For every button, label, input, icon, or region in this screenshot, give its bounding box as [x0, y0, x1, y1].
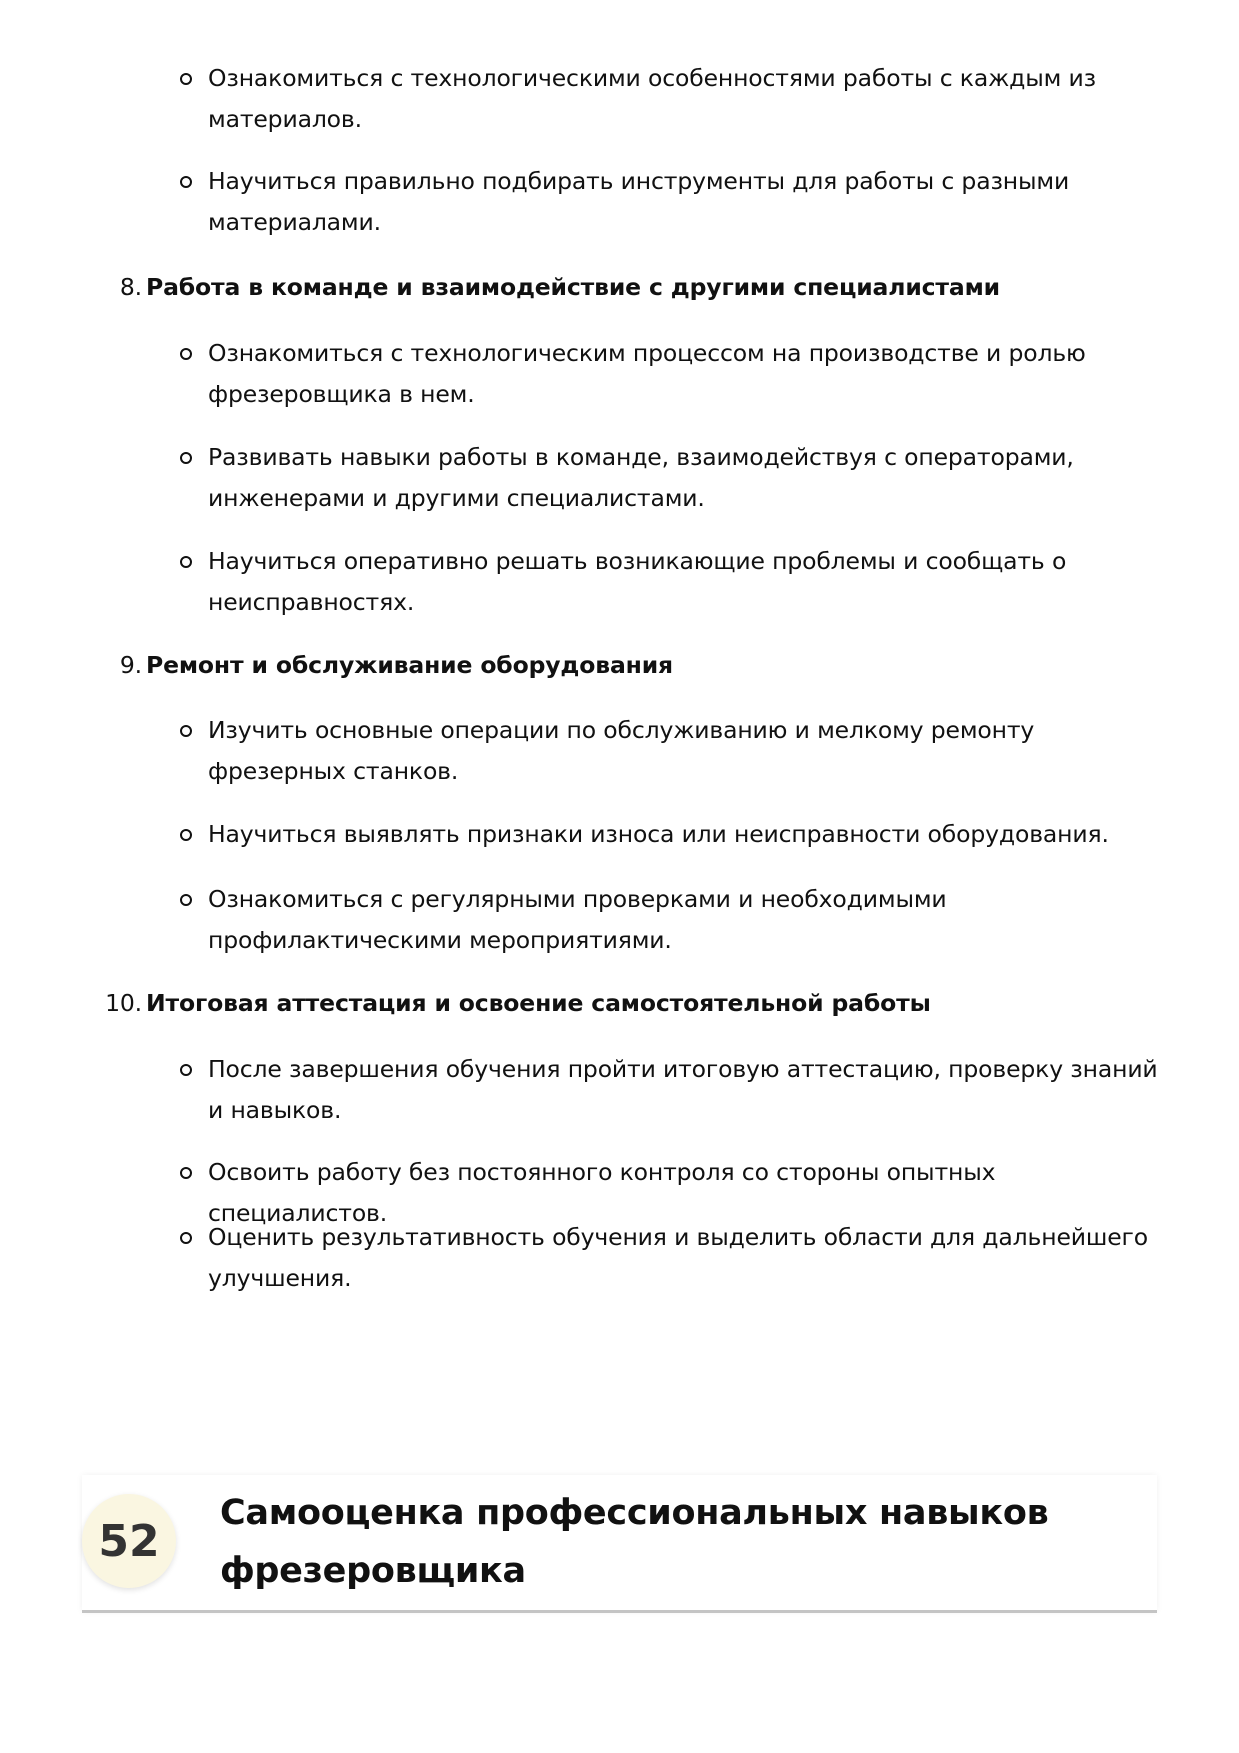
section-number: 10. — [105, 989, 142, 1017]
list-item-text: Научиться правильно подбирать инструменты для работы с разными материалами. — [208, 167, 1070, 236]
list-item — [208, 333, 1168, 415]
section-heading — [105, 983, 931, 1024]
hollow-bullet-icon — [180, 452, 192, 464]
section-heading — [119, 645, 674, 686]
list-item-text: Ознакомиться с технологическим процессом на производстве и ролью фрезеровщика в нем. — [208, 339, 1086, 408]
list-item-text: Развивать навыки работы в команде, взаимодействуя с операторами, инженерами и другими специалистами. — [208, 443, 1074, 512]
hollow-bullet-icon — [180, 725, 192, 737]
hollow-bullet-icon — [180, 1167, 192, 1179]
hollow-bullet-icon — [180, 894, 192, 906]
chapter-title: Самооценка профессиональных навыков фрезеровщика — [220, 1493, 1049, 1591]
list-item-text: Оценить результативность обучения и выделить области для дальнейшего улучшения. — [208, 1223, 1148, 1292]
chapter-divider — [82, 1610, 1157, 1613]
list-item-text: Освоить работу без постоянного контроля со стороны опытных специалистов. — [208, 1158, 996, 1227]
hollow-bullet-icon — [180, 829, 192, 841]
section-title: Ремонт и обслуживание оборудования — [146, 651, 674, 679]
list-item — [208, 541, 1168, 623]
section-title: Итоговая аттестация и освоение самостоятельной работы — [146, 989, 931, 1017]
list-item — [208, 58, 1168, 140]
list-item — [208, 1049, 1168, 1131]
list-item-text: Научиться выявлять признаки износа или неисправности оборудования. — [208, 820, 1109, 848]
list-item — [208, 814, 1168, 855]
section-number: 8. — [119, 273, 142, 301]
list-item-text: Научиться оперативно решать возникающие проблемы и сообщать о неисправностях. — [208, 547, 1067, 616]
hollow-bullet-icon — [180, 1232, 192, 1244]
chapter-number-badge: 52 — [82, 1494, 176, 1588]
list-item — [208, 710, 1168, 792]
section-heading — [119, 267, 1000, 308]
list-item-text: Ознакомиться с регулярными проверками и необходимыми профилактическими мероприятиями. — [208, 885, 947, 954]
list-item-text: После завершения обучения пройти итоговую аттестацию, проверку знаний и навыков. — [208, 1055, 1158, 1124]
list-item — [208, 1217, 1168, 1299]
hollow-bullet-icon — [180, 348, 192, 360]
section-number: 9. — [119, 651, 142, 679]
hollow-bullet-icon — [180, 556, 192, 568]
list-item — [208, 161, 1168, 243]
list-item-text: Изучить основные операции по обслуживанию и мелкому ремонту фрезерных станков. — [208, 716, 1035, 785]
list-item — [208, 437, 1168, 519]
list-item — [208, 879, 1168, 961]
section-title: Работа в команде и взаимодействие с другими специалистами — [146, 273, 1000, 301]
hollow-bullet-icon — [180, 176, 192, 188]
list-item-text: Ознакомиться с технологическими особенностями работы с каждым из материалов. — [208, 64, 1096, 133]
hollow-bullet-icon — [180, 73, 192, 85]
hollow-bullet-icon — [180, 1064, 192, 1076]
